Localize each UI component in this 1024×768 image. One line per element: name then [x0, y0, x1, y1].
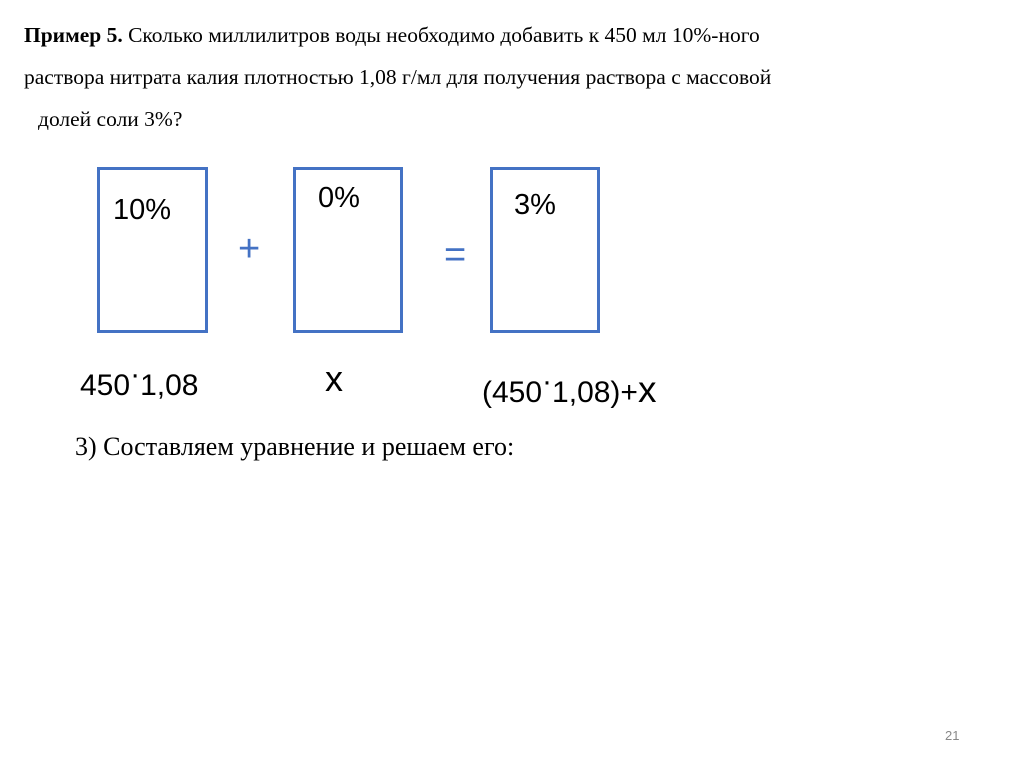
mass-water: x — [325, 358, 343, 399]
mass3-dot: · — [542, 365, 553, 398]
mass-result — [482, 365, 657, 411]
solution-box-1 — [97, 167, 208, 333]
mass1-part-a: 450 — [80, 369, 131, 402]
mass3-part-b: 1,08)+ — [552, 376, 638, 409]
mass1-part-b: 1,08 — [140, 369, 199, 402]
problem-statement — [24, 14, 1009, 140]
box1-percent: 10% — [113, 194, 172, 226]
page-number: 21 — [945, 728, 960, 743]
mass-solution-1 — [80, 358, 199, 403]
problem-text-1: Сколько миллилитров воды необходимо добавить к 450 мл 10%-ного — [128, 23, 760, 47]
problem-line-1 — [24, 14, 1009, 56]
mass3-x: x — [637, 369, 657, 410]
equals-sign: = — [444, 234, 467, 276]
step-3-text: 3) Составляем уравнение и решаем его: — [75, 432, 515, 461]
mass1-dot: · — [130, 358, 141, 391]
box3-percent: 3% — [514, 189, 556, 221]
problem-line-3: долей соли 3%? — [38, 107, 183, 131]
mass3-part-a: (450 — [482, 376, 543, 409]
problem-line-2: раствора нитрата калия плотностью 1,08 г/мл для получения раствора с массовой — [24, 65, 772, 89]
plus-sign: + — [238, 228, 261, 270]
problem-label: Пример 5. — [24, 23, 123, 47]
box2-percent: 0% — [318, 182, 360, 214]
